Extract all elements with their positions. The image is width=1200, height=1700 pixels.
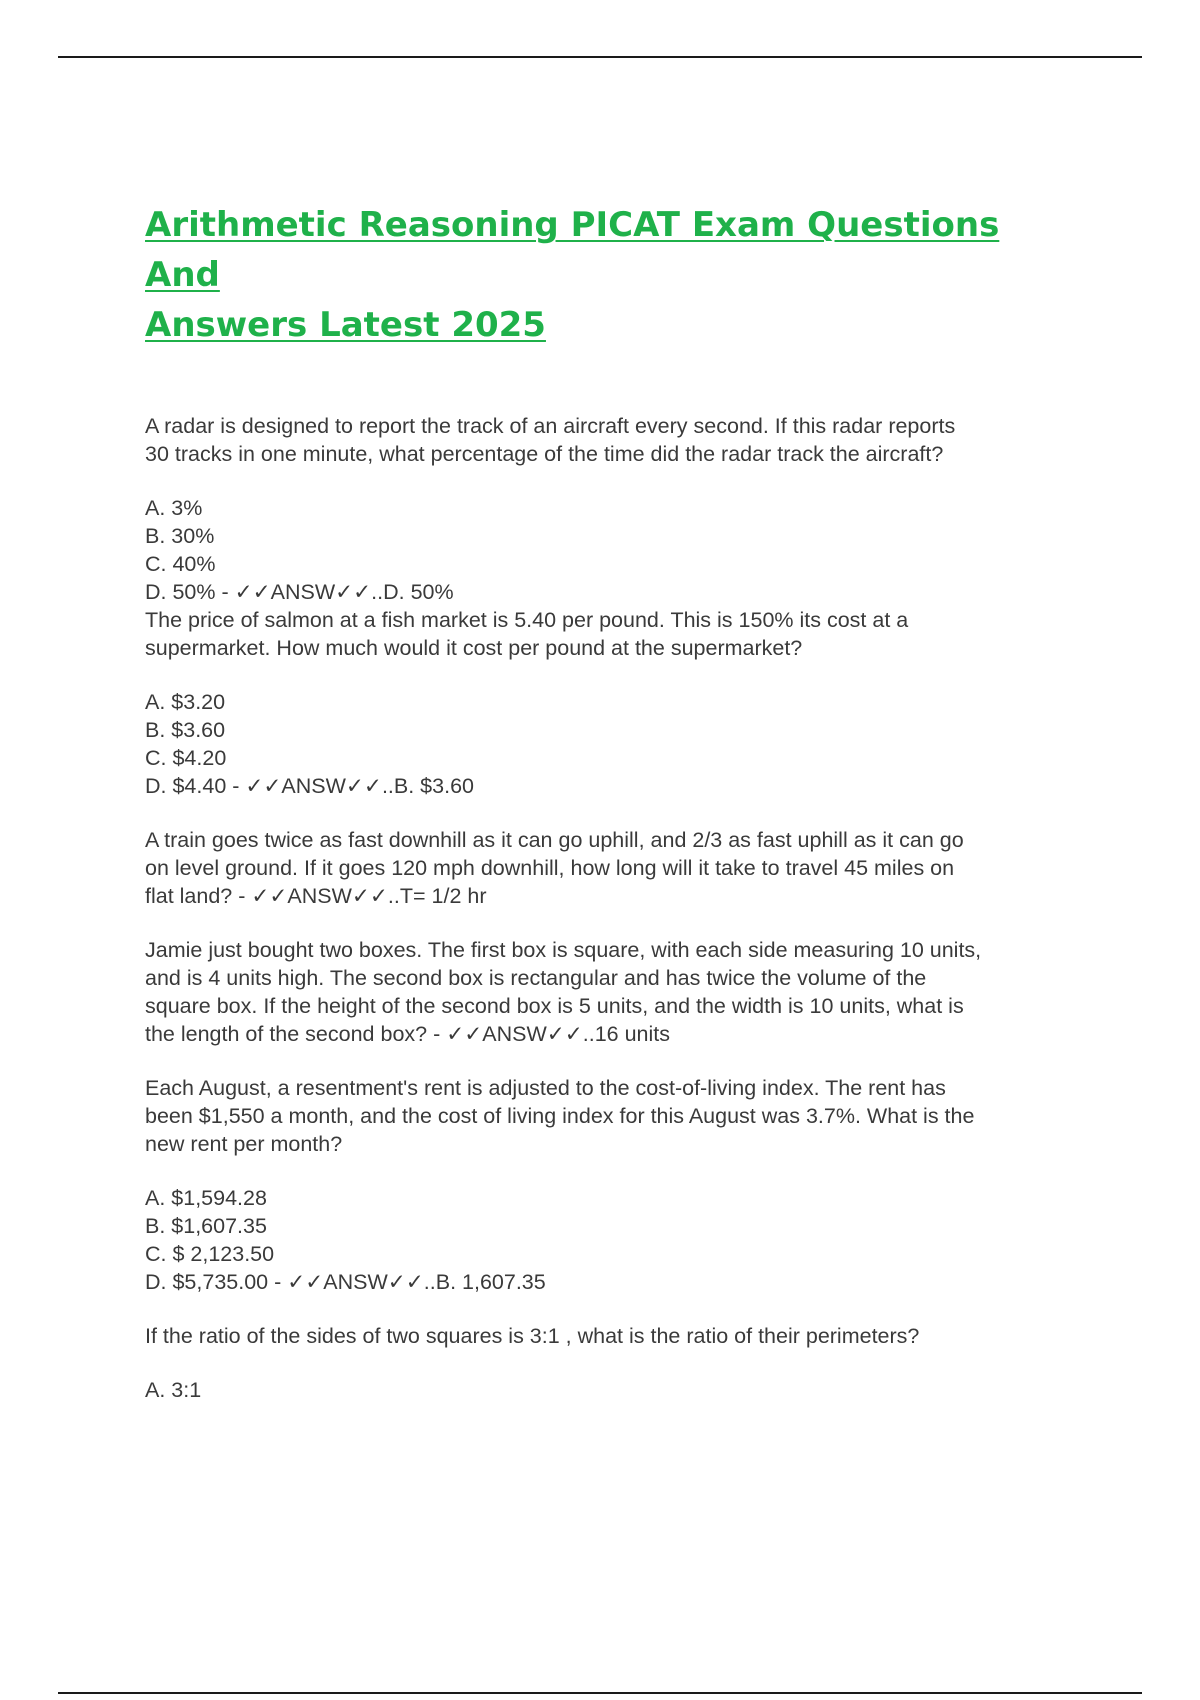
question-6-line-1: If the ratio of the sides of two squares is 3:1 , what is the ratio of their perimeters? [145, 1324, 920, 1348]
question-6-option-a: A. 3:1 [145, 1378, 202, 1402]
question-2-option-a: A. $3.20 [145, 690, 226, 714]
question-4-line-1: Jamie just bought two boxes. The first box is square, with each side measuring 10 units, [145, 938, 982, 962]
question-5-option-c: C. $ 2,123.50 [145, 1242, 275, 1266]
question-4-line-2: and is 4 units high. The second box is rectangular and has twice the volume of the [145, 966, 927, 990]
question-3-line-1: A train goes twice as fast downhill as it can go uphill, and 2/3 as fast uphill as it can go [145, 828, 964, 852]
question-2-option-c: C. $4.20 [145, 746, 227, 770]
question-5-option-b: B. $1,607.35 [145, 1214, 267, 1238]
title-line-2: Answers Latest 2025 [145, 305, 546, 345]
question-2-line-1: The price of salmon at a fish market is 5.40 per pound. This is 150% its cost at a [145, 608, 909, 632]
header-rule [58, 56, 1142, 58]
question-1-line-1: A radar is designed to report the track of an aircraft every second. If this radar reports [145, 414, 956, 438]
question-2-option-b: B. $3.60 [145, 718, 226, 742]
question-5-option-a: A. $1,594.28 [145, 1186, 267, 1210]
title-line-1: Arithmetic Reasoning PICAT Exam Questions And [145, 205, 1000, 295]
question-2-line-2: supermarket. How much would it cost per pound at the supermarket? [145, 636, 803, 660]
question-5-line-3: new rent per month? [145, 1132, 343, 1156]
question-5-line-1: Each August, a resentment's rent is adjusted to the cost-of-living index. The rent has [145, 1076, 946, 1100]
question-1-option-d-answer: D. 50% - ✓✓ANSW✓✓..D. 50% [145, 580, 454, 604]
questions-body [145, 412, 1095, 1404]
question-1-option-b: B. 30% [145, 524, 215, 548]
footer-rule [58, 1692, 1142, 1694]
question-3-line-3-answer: flat land? - ✓✓ANSW✓✓..T= 1/2 hr [145, 884, 487, 908]
question-4-line-3: square box. If the height of the second box is 5 units, and the width is 10 units, what is [145, 994, 964, 1018]
question-1-option-c: C. 40% [145, 552, 216, 576]
question-3-line-2: on level ground. If it goes 120 mph downhill, how long will it take to travel 45 miles on [145, 856, 955, 880]
question-5-line-2: been $1,550 a month, and the cost of living index for this August was 3.7%. What is the [145, 1104, 975, 1128]
document-title [145, 200, 1065, 350]
question-5-option-d-answer: D. $5,735.00 - ✓✓ANSW✓✓..B. 1,607.35 [145, 1270, 546, 1294]
question-4-line-4-answer: the length of the second box? - ✓✓ANSW✓✓..16 units [145, 1022, 671, 1046]
question-1-option-a: A. 3% [145, 496, 203, 520]
question-1-line-2: 30 tracks in one minute, what percentage of the time did the radar track the aircraft? [145, 442, 944, 466]
question-2-option-d-answer: D. $4.40 - ✓✓ANSW✓✓..B. $3.60 [145, 774, 474, 798]
